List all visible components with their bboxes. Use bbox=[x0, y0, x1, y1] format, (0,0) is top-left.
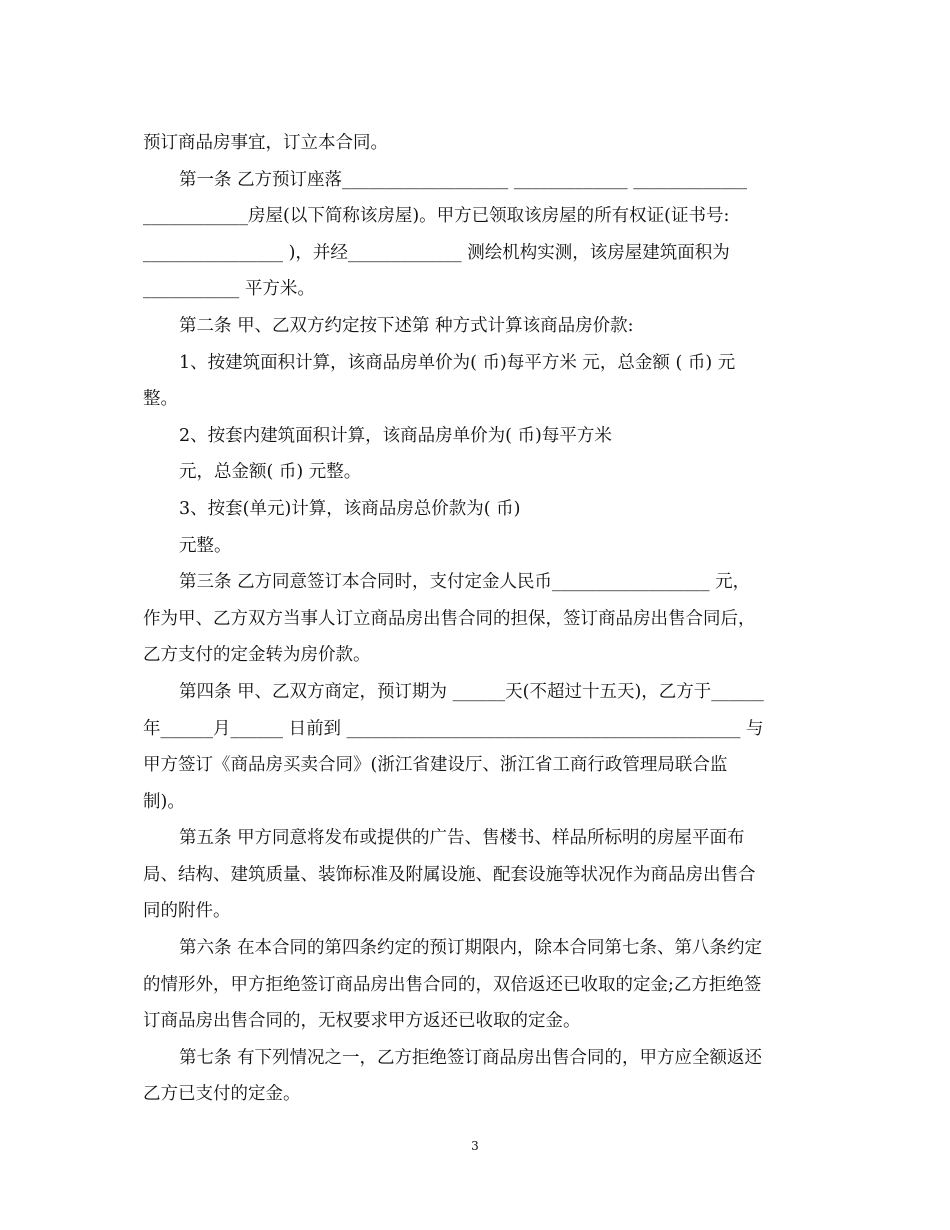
document-line: 第五条 甲方同意将发布或提供的广告、售楼书、样品所标明的房屋平面布 bbox=[179, 828, 745, 849]
document-line: 年______月______ 日前到 _____________________________________________ 与 bbox=[143, 718, 764, 739]
document-line: 甲方签订《商品房买卖合同》(浙江省建设厅、浙江省工商行政管理局联合监 bbox=[143, 755, 728, 776]
document-line: ____________房屋(以下简称该房屋)。甲方已领取该房屋的所有权证(证书号: bbox=[143, 206, 730, 227]
document-line: 局、结构、建筑质量、装饰标准及附属设施、配套设施等状况作为商品房出售合 bbox=[143, 864, 756, 885]
document-line: ________________ )，并经_____________ 测绘机构实测，该房屋建筑面积为 bbox=[143, 242, 730, 263]
document-line: 3、按套(单元)计算，该商品房总价款为( 币) bbox=[179, 498, 521, 519]
document-line: 第二条 甲、乙双方约定按下述第 种方式计算该商品房价款: bbox=[179, 315, 634, 336]
document-line: 第四条 甲、乙双方商定，预订期为 ______天(不超过十五天)，乙方于______ bbox=[179, 681, 764, 702]
document-line: 2、按套内建筑面积计算，该商品房单价为( 币)每平方米 bbox=[179, 425, 612, 446]
document-body bbox=[143, 125, 813, 1113]
document-line: 第三条 乙方同意签订本合同时，支付定金人民币__________________ 元， bbox=[179, 572, 751, 593]
document-line: 作为甲、乙方双方当事人订立商品房出售合同的担保，签订商品房出售合同后， bbox=[143, 608, 756, 629]
document-line: 第一条 乙方预订座落___________________ _____________ _____________ bbox=[179, 169, 747, 190]
document-line: 乙方已支付的定金。 bbox=[143, 1084, 301, 1105]
document-line: ___________ 平方米。 bbox=[143, 279, 315, 300]
document-line: 乙方支付的定金转为房价款。 bbox=[143, 645, 371, 666]
document-line: 整。 bbox=[143, 389, 178, 410]
document-line: 订商品房出售合同的，无权要求甲方返还已收取的定金。 bbox=[143, 1011, 581, 1032]
document-line: 的情形外，甲方拒绝签订商品房出售合同的，双倍返还已收取的定金;乙方拒绝签 bbox=[143, 974, 762, 995]
document-line: 制)。 bbox=[143, 791, 185, 812]
document-line: 第七条 有下列情况之一，乙方拒绝签订商品房出售合同的，甲方应全额返还 bbox=[179, 1047, 763, 1068]
document-line: 同的附件。 bbox=[143, 901, 231, 922]
document-line: 元，总金额( 币) 元整。 bbox=[179, 462, 362, 483]
document-line: 元整。 bbox=[179, 535, 232, 556]
document-line: 1、按建筑面积计算，该商品房单价为( 币)每平方米 元，总金额 ( 币) 元 bbox=[179, 352, 736, 373]
document-line: 预订商品房事宜，订立本合同。 bbox=[143, 133, 388, 153]
document-line: 第六条 在本合同的第四条约定的预订期限内，除本合同第七条、第八条约定 bbox=[179, 938, 763, 959]
page-number: 3 bbox=[471, 1139, 479, 1153]
